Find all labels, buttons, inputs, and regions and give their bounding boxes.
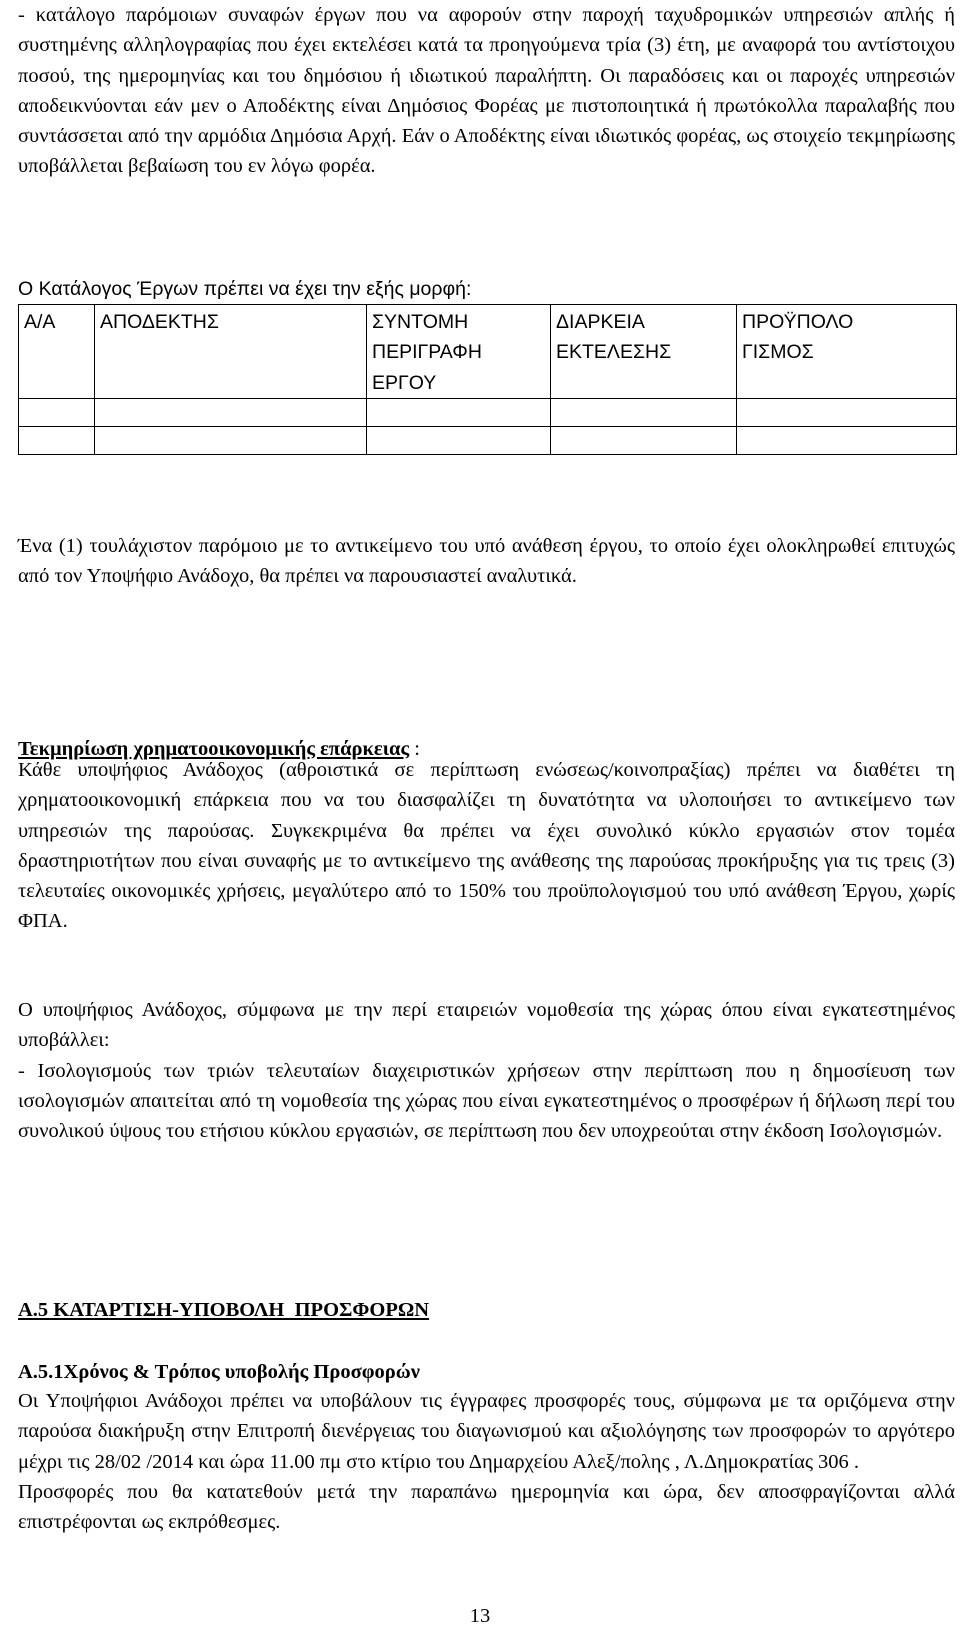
financial-heading-suffix: : — [409, 737, 420, 760]
header-description-label: ΣΥΝΤΟΜΗ ΠΕΡΙΓΡΑΦΗ ΕΡΓΟΥ — [372, 311, 482, 394]
header-duration-label: ΔΙΑΡΚΕΙΑ ΕΚΤΕΛΕΣΗΣ — [556, 311, 672, 364]
table-cell — [551, 399, 737, 427]
table-cell — [19, 399, 95, 427]
project-catalog-table — [18, 304, 957, 455]
table-row — [19, 427, 957, 455]
late-submissions-paragraph: Προσφορές που θα κατατεθούν μετά την παραπάνω ημερομηνία και ώρα, δεν αποσφραγίζονται αλλά επιστρέφονται ως εκπρόθεσμες. — [18, 1480, 955, 1534]
financial-paragraph: Κάθε υποψήφιος Ανάδοχος (αθροιστικά σε περίπτωση ενώσεως/κοινοπραξίας) πρέπει να διαθέτει τη χρηματοοικονομική επάρκεια που να του διασφαλίζει τη δυνατότητα να υλοποιήσει το αντικείμενο των υπηρεσιών της παρούσας. Συγκεκριμένα θα πρέπει να έχει συνολικό κύκλο εργασιών στον τομέα δραστηριοτήτων που είναι συναφής με το αντικείμενο της ανάθεσης της παρούσας προκήρυξης για τις τρεις (3) τελευταίες οικονομικές χρήσεις, μεγαλύτερο από το 150% του προϋπολογισμού του υπό ανάθεση Έργου, χωρίς ΦΠΑ. — [18, 759, 955, 933]
table-cell — [367, 427, 551, 455]
table-cell — [95, 399, 367, 427]
header-aa — [19, 305, 95, 399]
financial-heading-text: Τεκμηρίωση χρηματοοικονομικής επάρκειας — [18, 737, 410, 760]
company-paragraph-intro: Ο υποψήφιος Ανάδοχος, σύμφωνα με την περί εταιρειών νομοθεσία της χώρας όπου είναι εγκατεστημένος υποβάλλει: — [18, 999, 955, 1052]
header-recipient-label: ΑΠΟΔΕΚΤΗΣ — [100, 311, 219, 333]
table-cell — [737, 427, 957, 455]
header-budget-label: ΠΡΟΫΠΟΛΟ ΓΙΣΜΟΣ — [742, 311, 854, 364]
section-a51-heading: Α.5.1Χρόνος & Τρόπος υποβολής Προσφορών — [18, 1361, 420, 1383]
table-cell — [551, 427, 737, 455]
section-a5-heading: Α.5 ΚΑΤΑΡΤΙΣΗ-ΥΠΟΒΟΛΗ ΠΡΟΣΦΟΡΩΝ — [18, 1299, 430, 1321]
header-duration — [551, 305, 737, 399]
table-row — [19, 399, 957, 427]
page-number: 13 — [469, 1605, 491, 1627]
table-cell — [367, 399, 551, 427]
company-paragraph-balance-sheets: - Ισολογισμούς των τριών τελευταίων διαχειριστικών χρήσεων στην περίπτωση που η δημοσίευση των ισολογισμών απαιτείται από τη νομοθεσία της χώρας που είναι εγκατεστημένος ο προσφέρων ή δήλωση περί του συνολικού ύψους του ετήσιου κύκλου εργασιών, σε περίπτωση που δεν υποχρεούται στην έκδοση Ισολογισμών. — [18, 1059, 955, 1143]
table-cell — [95, 427, 367, 455]
section-a51-body — [18, 1386, 955, 1537]
table-cell — [737, 399, 957, 427]
submission-deadline-paragraph: Οι Υποψήφιοι Ανάδοχοι πρέπει να υποβάλουν τις έγγραφες προσφορές τους, σύμφωνα με τα οριζόμενα στην παρούσα διακήρυξη στην Επιτροπή διενέργειας του διαγωνισμού και αξιολόγησης των προσφορών το αργότερο μέχρι τις 28/02 /2014 και ώρα 11.00 πμ στο κτίριο του Δημαρχείου Αλεξ/πολης , Λ.Δημοκρατίας 306 . — [18, 1390, 955, 1473]
table-cell — [19, 427, 95, 455]
header-budget — [737, 305, 957, 399]
table-header-row — [19, 305, 957, 399]
header-description — [367, 305, 551, 399]
company-requirements — [18, 995, 955, 1146]
similar-projects-paragraph: - κατάλογο παρόμοιων συναφών έργων που να αφορούν στην παροχή ταχυδρομικών υπηρεσιών απλής ή συστημένης αλληλογραφίας που έχει εκτελέσει κατά τα προηγούμενα τρία (3) έτη, με αναφορά του αντίστοιχου ποσού, της ημερομηνίας και του δημόσιου ή ιδιωτικού παραλήπτη. Οι παραδόσεις και οι παροχές υπηρεσιών αποδεικνύονται εάν μεν ο Αποδέκτης είναι Δημόσιος Φορέας με πιστοποιητικά ή πρωτόκολλα παραλαβής που συντάσσεται από την αρμόδια Δημόσια Αρχή. Εάν ο Αποδέκτης είναι ιδιωτικός φορέας, ως στοιχείο τεκμηρίωσης υποβάλλεται βεβαίωση του εν λόγω φορέα. — [18, 4, 955, 178]
header-recipient — [95, 305, 367, 399]
catalog-intro: Ο Κατάλογος Έργων πρέπει να έχει την εξής μορφή: — [18, 278, 472, 300]
one-project-paragraph: Ένα (1) τουλάχιστον παρόμοιο με το αντικείμενο του υπό ανάθεση έργου, το οποίο έχει ολοκληρωθεί επιτυχώς από τον Υποψήφιο Ανάδοχο, θα πρέπει να παρουσιαστεί αναλυτικά. — [18, 535, 955, 588]
header-aa-label: Α/Α — [24, 311, 56, 333]
